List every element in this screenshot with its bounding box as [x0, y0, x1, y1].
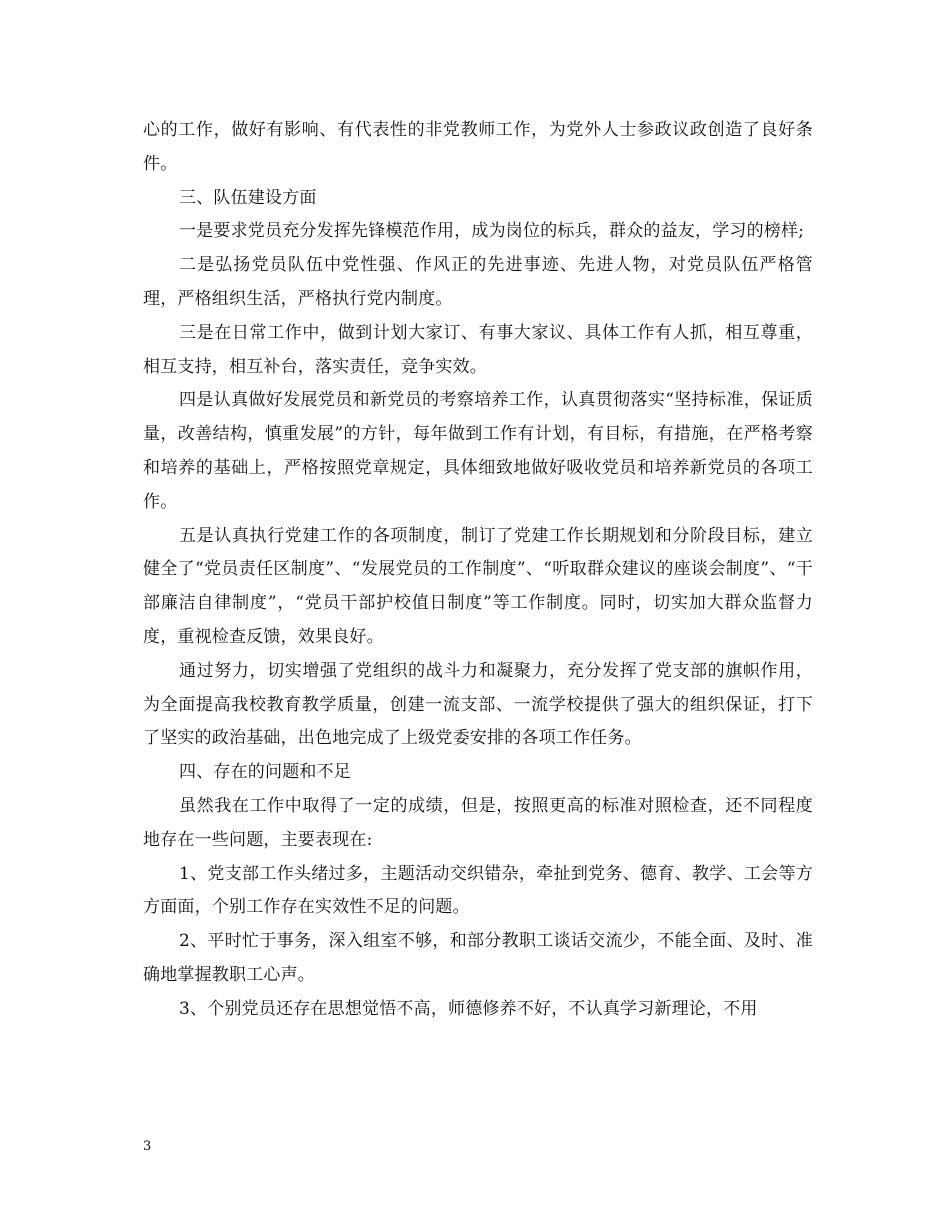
page-number: 3	[143, 1139, 152, 1154]
paragraph: 二是弘扬党员队伍中党性强、作风正的先进事迹、先进人物，对党员队伍严格管理，严格组织生活，严格执行党内制度。	[143, 255, 813, 309]
paragraph: 五是认真执行党建工作的各项制度，制订了党建工作长期规划和分阶段目标，建立健全了“党员责任区制度”、“发展党员的工作制度”、“听取群众建议的座谈会制度”、“干部廉洁自律制度”，“党员干部护校值日制度”等工作制度。同时，切实加大群众监督力度，重视检查反馈，效果良好。	[143, 525, 813, 647]
list-item: 1、党支部工作头绪过多，主题活动交织错杂，牵扯到党务、德育、教学、工会等方方面面，个别工作存在实效性不足的问题。	[143, 863, 813, 918]
paragraph: 三是在日常工作中，做到计划大家订、有事大家议、具体工作有人抓，相互尊重，相互支持，相互补台，落实责任，竞争实效。	[143, 322, 813, 377]
list-item: 3、个别党员还存在思想觉悟不高，师德修养不好，不认真学习新理论，不用	[179, 998, 758, 1019]
paragraph: 虽然我在工作中取得了一定的成绩，但是，按照更高的标准对照检查，还不同程度地存在一些问题，主要表现在:	[143, 795, 813, 850]
list-item: 2、平时忙于事务，深入组室不够，和部分教职工谈话交流少，不能全面、及时、准确地掌握教职工心声。	[143, 931, 813, 985]
paragraph: 通过努力，切实增强了党组织的战斗力和凝聚力，充分发挥了党支部的旗帜作用，为全面提高我校教育教学质量，创建一流支部、一流学校提供了强大的组织保证，打下了坚实的政治基础，出色地完成了上级党委安排的各项工作任务。	[143, 660, 813, 749]
paragraph: 四是认真做好发展党员和新党员的考察培养工作，认真贯彻落实“坚持标准，保证质量，改善结构，慎重发展”的方针，每年做到工作有计划，有目标，有措施，在严格考察和培养的基础上，严格按照党章规定，具体细致地做好吸收党员和培养新党员的各项工作。	[143, 390, 813, 512]
paragraph: 一是要求党员充分发挥先锋模范作用，成为岗位的标兵，群众的益友，学习的榜样;	[179, 221, 805, 242]
section-heading-problems: 四、存在的问题和不足	[179, 762, 351, 783]
paragraph: 心的工作，做好有影响、有代表性的非党教师工作，为党外人士参政议政创造了良好条件。	[143, 120, 813, 174]
document-body	[143, 114, 813, 1027]
section-heading-team-building: 三、队伍建设方面	[179, 187, 317, 208]
